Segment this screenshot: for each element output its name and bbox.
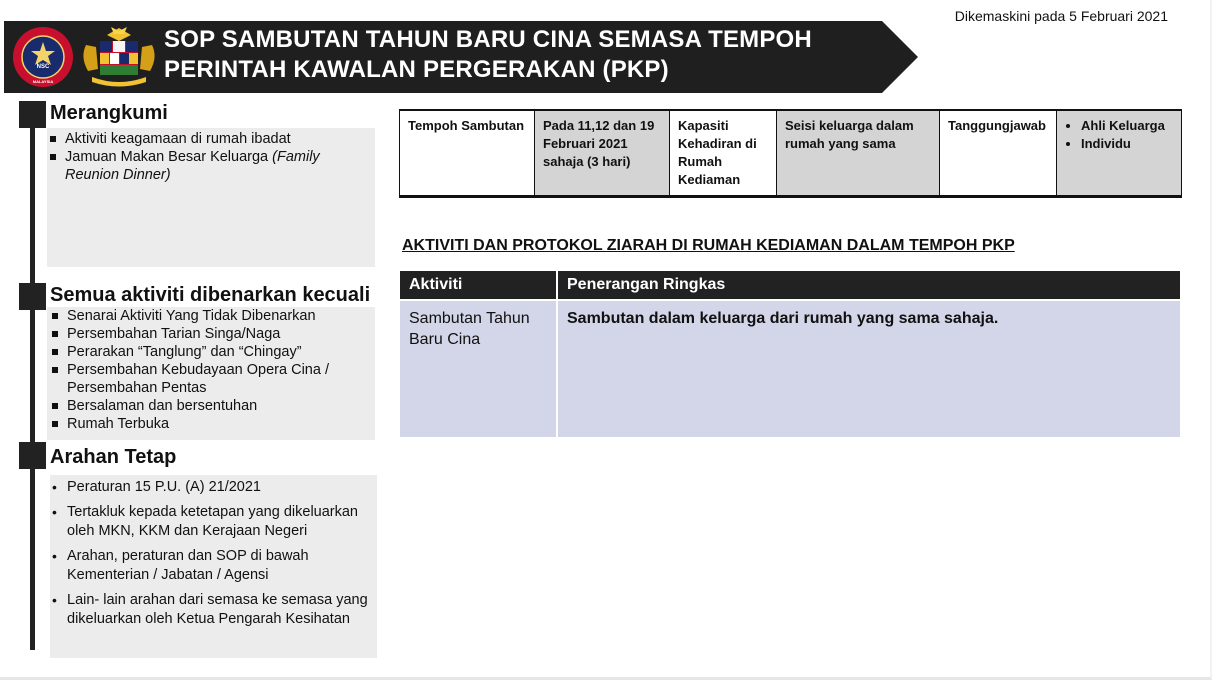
table-cell-kapasiti-label: Kapasiti Kehadiran di Rumah Kediaman (670, 110, 777, 197)
timeline-line (30, 110, 35, 650)
list-item: Senarai Aktiviti Yang Tidak Dibenarkan (49, 307, 369, 325)
section-title-merangkumi: Merangkumi (50, 102, 168, 124)
tanggungjawab-list (1065, 117, 1173, 153)
table-cell-tanggungjawab-value (1057, 110, 1182, 197)
section-title-arahan: Arahan Tetap (50, 446, 177, 468)
table-cell-tempoh-label: Tempoh Sambutan (400, 110, 535, 197)
list-item: • Lain- lain arahan dari semasa ke semasa yang dikeluarkan oleh Ketua Pengarah Kesihatan (50, 591, 373, 629)
column-header-penerangan: Penerangan Ringkas (558, 271, 1180, 299)
list-item: Persembahan Kebudayaan Opera Cina / Persembahan Pentas (49, 361, 369, 397)
panel-arahan (50, 475, 377, 658)
list-item-italic: (Family Reunion Dinner) (65, 149, 320, 183)
nsc-logo-bottom-text: MALAYSIA (32, 79, 54, 84)
list-item: Perarakan “Tanglung” dan “Chingay” (49, 343, 369, 361)
section-title-dibenarkan: Semua aktiviti dibenarkan kecuali (50, 284, 371, 306)
table-cell-kapasiti-value: Seisi keluarga dalam rumah yang sama (777, 110, 940, 197)
panel-merangkumi (47, 128, 375, 267)
list-arahan (50, 475, 377, 629)
malaysia-coat-of-arms-icon (76, 25, 162, 89)
title-banner (4, 21, 918, 93)
section-marker-arahan (19, 442, 46, 469)
table-cell-tanggungjawab-label: Tanggungjawab (940, 110, 1057, 197)
list-item: • Arahan, peraturan dan SOP di bawah Kementerian / Jabatan / Agensi (50, 547, 373, 585)
list-item: Rumah Terbuka (49, 415, 369, 433)
page-title-line-2: PERINTAH KAWALAN PERGERAKAN (PKP) (164, 56, 669, 83)
page-title (164, 25, 812, 85)
nsc-logo-text: NSC (36, 64, 50, 70)
column-header-aktiviti: Aktiviti (400, 271, 556, 299)
table-cell-tempoh-value: Pada 11,12 dan 19 Februari 2021 sahaja (3 hari) (535, 110, 670, 197)
list-item: Persembahan Tarian Singa/Naga (49, 325, 369, 343)
activities-heading: AKTIVITI DAN PROTOKOL ZIARAH DI RUMAH KEDIAMAN DALAM TEMPOH PKP (402, 237, 1015, 254)
nsc-logo (10, 25, 76, 89)
list-item: Jamuan Makan Besar Keluarga (Family Reunion Dinner) (47, 148, 369, 184)
table-cell-activity: Sambutan Tahun Baru Cina (400, 301, 556, 437)
table-row (400, 110, 1182, 197)
info-table (399, 109, 1182, 198)
list-merangkumi (47, 128, 375, 184)
panel-dibenarkan (47, 307, 375, 440)
list-dibenarkan (47, 307, 375, 433)
list-item: • Ahli Keluarga (1081, 117, 1173, 135)
list-item: Aktiviti keagamaan di rumah ibadat (47, 130, 369, 148)
list-item: Bersalaman dan bersentuhan (49, 397, 369, 415)
list-item: • Tertakluk kepada ketetapan yang dikeluarkan oleh MKN, KKM dan Kerajaan Negeri (50, 503, 373, 541)
updated-note: Dikemaskini pada 5 Februari 2021 (954, 8, 1168, 24)
section-marker-dibenarkan (19, 283, 46, 310)
list-item: • Peraturan 15 P.U. (A) 21/2021 (50, 478, 373, 497)
table-cell-description: Sambutan dalam keluarga dari rumah yang sama sahaja. (558, 301, 1180, 437)
section-marker-merangkumi (19, 101, 46, 128)
list-item: • Individu (1081, 135, 1173, 153)
page-title-line-1: SOP SAMBUTAN TAHUN BARU CINA SEMASA TEMPOH (164, 26, 812, 53)
